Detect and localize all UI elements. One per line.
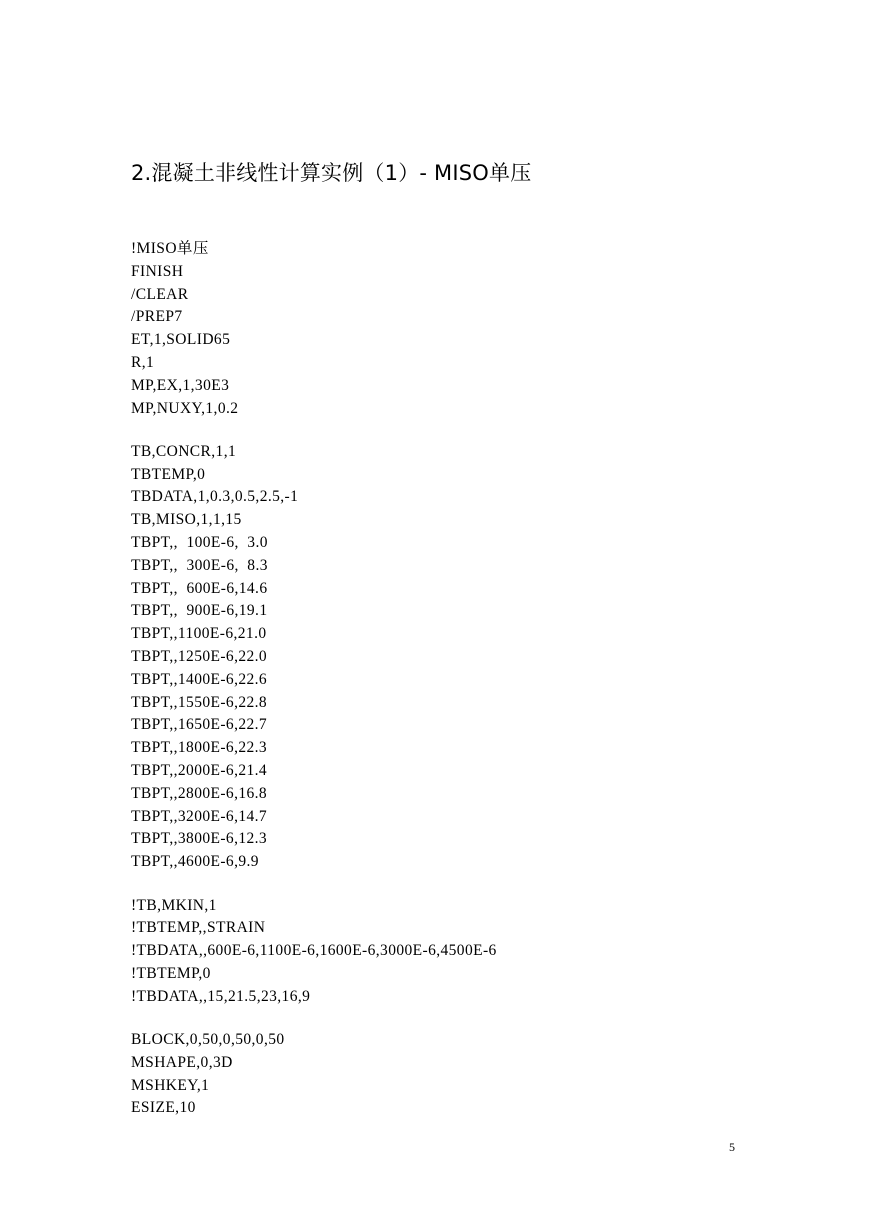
code-line: TBPT,, 300E-6, 8.3 <box>131 556 268 574</box>
code-line: R,1 <box>131 353 155 371</box>
code-line: ESIZE,10 <box>131 1099 196 1117</box>
code-line: TB,CONCR,1,1 <box>131 442 237 460</box>
code-line: TBTEMP,0 <box>131 465 206 483</box>
code-line: TBPT,,4600E-6,9.9 <box>131 853 259 871</box>
code-line: /CLEAR <box>131 285 189 303</box>
code-listing <box>131 238 497 1120</box>
code-line: TB,MISO,1,1,15 <box>131 511 242 529</box>
block-separator <box>131 1009 497 1030</box>
code-line: TBPT,,2000E-6,21.4 <box>131 762 268 780</box>
code-line: MSHKEY,1 <box>131 1076 210 1094</box>
code-line: TBDATA,1,0.3,0.5,2.5,-1 <box>131 488 299 506</box>
code-line: TBPT,,2800E-6,16.8 <box>131 784 268 802</box>
code-line: TBPT,, 100E-6, 3.0 <box>131 534 268 552</box>
code-line: !TBTEMP,,STRAIN <box>131 919 266 937</box>
code-line: ET,1,SOLID65 <box>131 331 231 349</box>
code-line: MSHAPE,0,3D <box>131 1053 233 1071</box>
code-line: TBPT,,1800E-6,22.3 <box>131 739 268 757</box>
code-line: TBPT,,1100E-6,21.0 <box>131 625 267 643</box>
code-line: /PREP7 <box>131 308 183 326</box>
code-line: TBPT,,1250E-6,22.0 <box>131 648 268 666</box>
code-line: TBPT,,3200E-6,14.7 <box>131 807 268 825</box>
code-line: !MISO单压 <box>131 240 209 257</box>
code-line: TBPT,,3800E-6,12.3 <box>131 830 268 848</box>
page-number: 5 <box>729 1140 735 1154</box>
code-line: BLOCK,0,50,0,50,0,50 <box>131 1031 285 1048</box>
block-separator <box>131 420 497 441</box>
code-line: TBPT,,1650E-6,22.7 <box>131 716 268 734</box>
code-line: FINISH <box>131 262 184 280</box>
code-line: TBPT,,1550E-6,22.8 <box>131 693 268 711</box>
code-line: !TB,MKIN,1 <box>131 896 217 914</box>
code-line: !TBDATA,,15,21.5,23,16,9 <box>131 987 311 1005</box>
section-heading: 2.混凝土非线性计算实例（1）- MISO单压 <box>131 161 532 185</box>
code-line: MP,NUXY,1,0.2 <box>131 399 239 417</box>
block-separator <box>131 874 497 895</box>
code-line: !TBTEMP,0 <box>131 964 211 982</box>
code-line: !TBDATA,,600E-6,1100E-6,1600E-6,3000E-6,4500E-6 <box>131 942 497 960</box>
code-line: MP,EX,1,30E3 <box>131 376 230 394</box>
code-line: TBPT,,1400E-6,22.6 <box>131 670 268 688</box>
code-line: TBPT,, 600E-6,14.6 <box>131 579 268 597</box>
code-line: TBPT,, 900E-6,19.1 <box>131 602 268 620</box>
